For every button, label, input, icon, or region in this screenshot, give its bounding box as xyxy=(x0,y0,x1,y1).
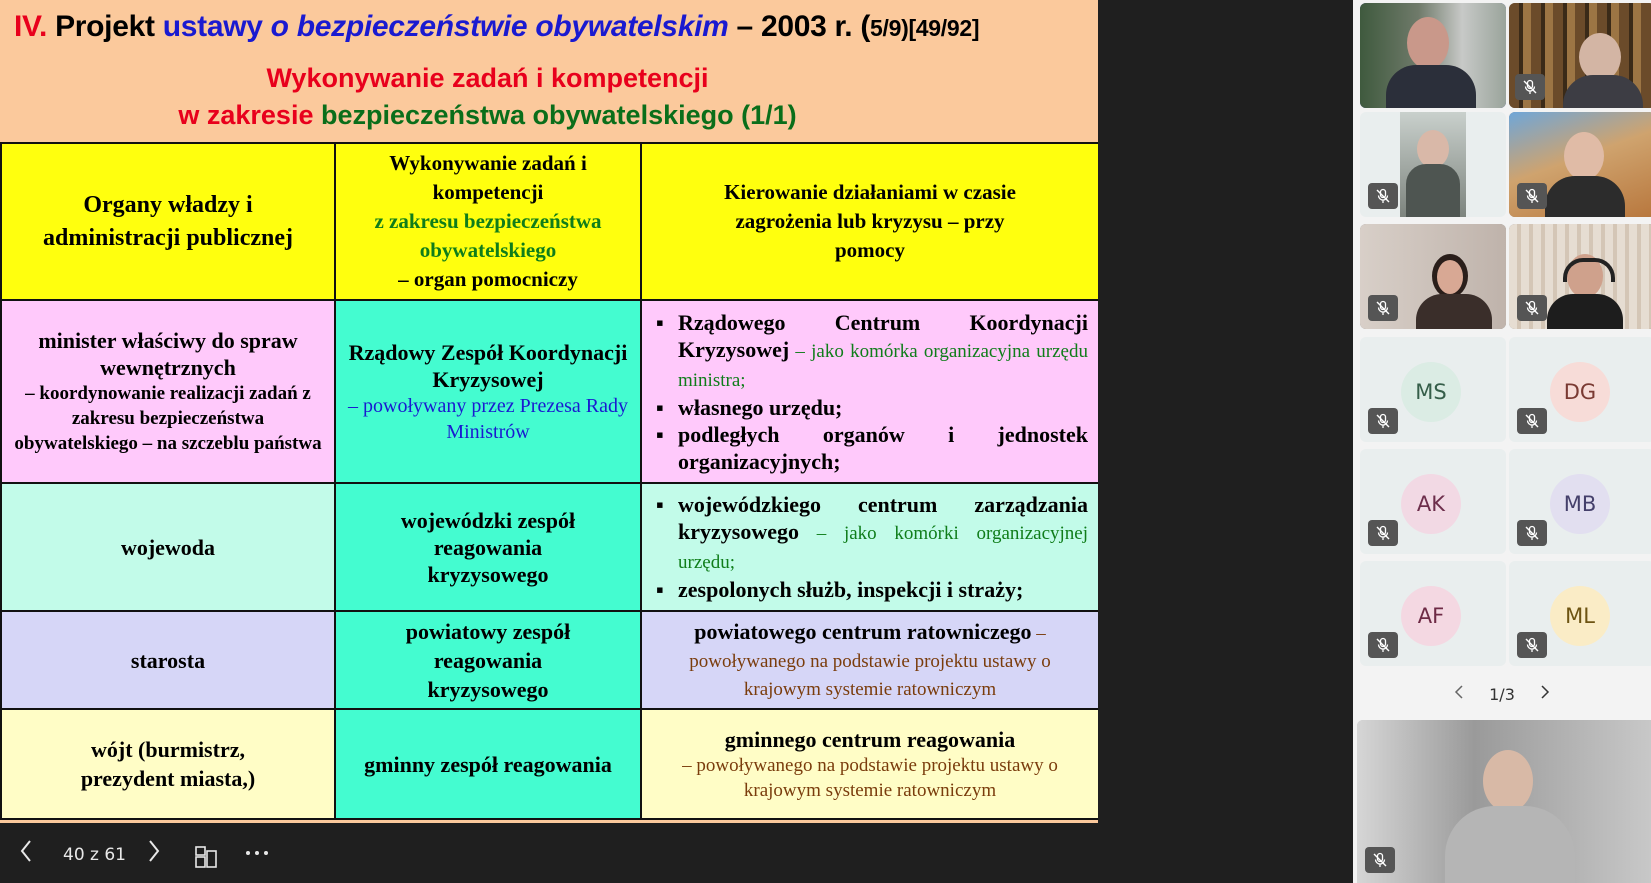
avatar: AK xyxy=(1401,474,1461,534)
chevron-right-icon xyxy=(146,837,162,865)
slide-counter: 40 z 61 xyxy=(63,845,126,865)
cell-minister: minister właściwy do spraw wewnętrznych – koordynowanie realizacji zadań z zakresu bezpieczeństwa obywatelskiego – na szczeblu państwa xyxy=(1,300,335,483)
muted-indicator xyxy=(1368,408,1398,434)
person-head xyxy=(1564,132,1604,180)
participant-tile[interactable] xyxy=(1509,337,1651,442)
cell-pzrk: powiatowy zespół reagowania kryzysowego xyxy=(335,611,641,709)
chevron-left-icon xyxy=(1454,684,1464,700)
person-head xyxy=(1417,130,1449,168)
mic-off-icon xyxy=(1524,300,1540,316)
header-organs: Organy władzy i administracji publicznej xyxy=(1,143,335,300)
table-header-row xyxy=(1,143,1098,300)
participant-video-2[interactable] xyxy=(1509,3,1651,108)
participant-video-4[interactable] xyxy=(1509,112,1651,217)
cell-rzkk: Rządowy Zespół Koordynacji Kryzysowej – powoływany przez Prezesa Rady Ministrów xyxy=(335,300,641,483)
thumbnails-icon xyxy=(194,845,218,869)
person-body xyxy=(1545,176,1625,217)
previous-slide-button[interactable] xyxy=(18,837,34,872)
muted-indicator xyxy=(1517,295,1547,321)
presentation-controls xyxy=(0,823,1098,883)
table-row xyxy=(1,300,1098,483)
previous-page-button[interactable] xyxy=(1454,684,1464,704)
cell-gzr: gminny zespół reagowania xyxy=(335,709,641,819)
participant-tile[interactable] xyxy=(1360,561,1506,666)
mic-off-icon xyxy=(1375,525,1391,541)
person-body xyxy=(1547,294,1623,329)
participants-pagination xyxy=(1353,684,1651,704)
next-page-button[interactable] xyxy=(1540,684,1550,704)
person-head xyxy=(1437,260,1463,294)
person-body xyxy=(1406,164,1460,217)
person-head xyxy=(1407,17,1449,69)
muted-indicator xyxy=(1517,520,1547,546)
muted-indicator xyxy=(1368,295,1398,321)
person-body xyxy=(1445,806,1575,883)
slide-thumbnails-button[interactable] xyxy=(194,845,218,867)
next-slide-button[interactable] xyxy=(146,837,162,872)
cell-starosta-help: powiatowego centrum ratowniczego – powoływanego na podstawie projektu ustawy o krajowym systemie ratowniczym xyxy=(641,611,1098,709)
avatar: DG xyxy=(1550,362,1610,422)
participant-video-6[interactable] xyxy=(1509,224,1651,329)
muted-indicator xyxy=(1517,632,1547,658)
slide-title: IV. Projekt ustawy o bezpieczeństwie obywatelskim – 2003 r. (5/9)[49/92] xyxy=(14,10,980,43)
avatar: ML xyxy=(1550,586,1610,646)
headphones xyxy=(1563,258,1615,282)
mic-off-icon xyxy=(1372,852,1388,868)
mic-off-icon xyxy=(1522,79,1538,95)
person-head xyxy=(1579,33,1621,81)
cell-wzrk: wojewódzki zespół reagowania kryzysowego xyxy=(335,483,641,611)
table-row xyxy=(1,483,1098,611)
participant-tile[interactable] xyxy=(1360,449,1506,554)
avatar: MB xyxy=(1550,474,1610,534)
avatar: AF xyxy=(1401,586,1461,646)
table-row xyxy=(1,709,1098,819)
self-view-video[interactable] xyxy=(1357,720,1651,883)
cell-wojewoda: wojewoda xyxy=(1,483,335,611)
muted-indicator xyxy=(1517,183,1547,209)
participant-tile[interactable] xyxy=(1509,449,1651,554)
mic-off-icon xyxy=(1375,188,1391,204)
participant-video-3[interactable] xyxy=(1360,112,1506,217)
muted-indicator xyxy=(1368,520,1398,546)
cell-minister-help: ▪ Rządowego Centrum Koordynacji Kryzysowej – jako komórka organizacyjna urzędu ministra; ▪ własnego urzędu; ▪ podległych organów i jednostek organizacyjnych; xyxy=(641,300,1098,483)
mic-off-icon xyxy=(1375,413,1391,429)
person-head xyxy=(1483,750,1533,812)
cell-wojewoda-help: ▪ wojewódzkiego centrum zarządzania kryzysowego – jako komórki organizacyjnej urzędu; ▪ zespolonych służb, inspekcji i straży; xyxy=(641,483,1098,611)
muted-indicator xyxy=(1517,408,1547,434)
chevron-right-icon xyxy=(1540,684,1550,700)
page-indicator: 1/3 xyxy=(1489,685,1515,704)
cell-wojt-help: gminnego centrum reagowania – powoływanego na podstawie projektu ustawy o krajowym systemie ratowniczym xyxy=(641,709,1098,819)
muted-indicator xyxy=(1368,632,1398,658)
cell-wojt: wójt (burmistrz, prezydent miasta,) xyxy=(1,709,335,819)
participant-video-5[interactable] xyxy=(1360,224,1506,329)
table-row xyxy=(1,611,1098,709)
slide-subtitle: Wykonywanie zadań i kompetencji w zakresie bezpieczeństwa obywatelskiego (1/1) xyxy=(178,63,797,130)
more-icon xyxy=(244,837,270,865)
header-tasks: Wykonywanie zadań i kompetencji z zakresu bezpieczeństwa obywatelskiego – organ pomocniczy xyxy=(335,143,641,300)
muted-indicator xyxy=(1515,74,1545,100)
muted-indicator xyxy=(1368,183,1398,209)
mic-off-icon xyxy=(1524,525,1540,541)
more-options-button[interactable] xyxy=(244,837,270,871)
avatar: MS xyxy=(1401,362,1461,422)
person-body xyxy=(1416,294,1492,329)
participant-tile[interactable] xyxy=(1509,561,1651,666)
participant-video-1[interactable] xyxy=(1360,3,1506,108)
person-body xyxy=(1386,65,1476,108)
cell-starosta: starosta xyxy=(1,611,335,709)
mic-off-icon xyxy=(1375,300,1391,316)
participant-tile[interactable] xyxy=(1360,337,1506,442)
muted-indicator xyxy=(1365,847,1395,873)
header-management: Kierowanie działaniami w czasie zagrożenia lub kryzysu – przy pomocy xyxy=(641,143,1098,300)
mic-off-icon xyxy=(1524,188,1540,204)
competence-table xyxy=(0,142,1098,820)
mic-off-icon xyxy=(1375,637,1391,653)
mic-off-icon xyxy=(1524,413,1540,429)
mic-off-icon xyxy=(1524,637,1540,653)
chevron-left-icon xyxy=(18,837,34,865)
